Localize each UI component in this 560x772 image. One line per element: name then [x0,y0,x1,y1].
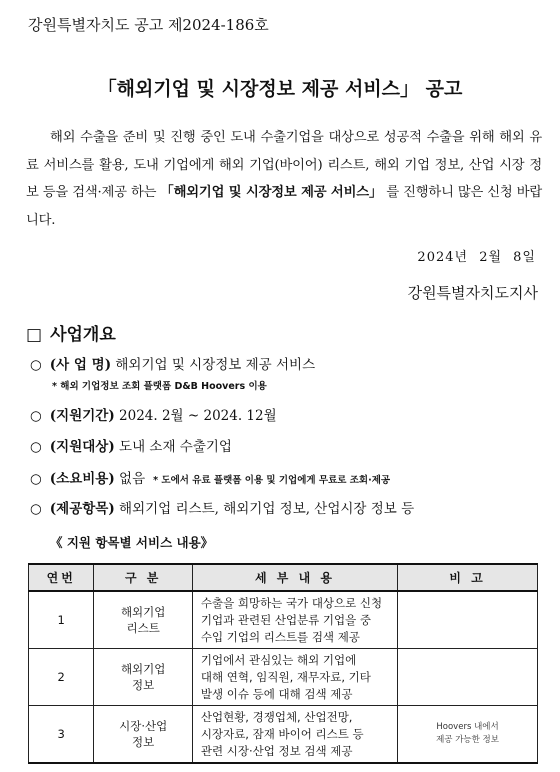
item-note: * 해외 기업정보 조회 플랫폼 D&B Hoovers 이용 [52,381,267,392]
circle-bullet-icon: ○ [30,439,42,455]
item-value: 없음 [119,471,146,487]
cell-remark [398,649,538,706]
header-category: 구 분 [94,564,192,591]
table-row [29,649,538,706]
item-value: 도내 소재 수출기업 [119,439,232,455]
cell-category: 해외기업 리스트 [94,591,192,649]
cell-detail: 수출을 희망하는 국가 대상으로 신청 기업과 관련된 산업분류 기업을 중 수입 기업의 리스트를 검색 제공 [192,591,397,649]
header-no: 연번 [29,564,94,591]
item-label: (소요비용) [49,471,115,487]
table-header-row [29,564,538,591]
cell-remark: Hoovers 내에서 제공 가능한 정보 [398,706,538,764]
table-row [29,706,538,764]
circle-bullet-icon: ○ [30,408,42,424]
section-heading [26,320,116,345]
item-label: (사 업 명) [49,357,112,373]
cell-remark [398,591,538,649]
item-inline-note: * 도에서 유료 플랫폼 이용 및 기업에게 무료로 조회·제공 [153,475,391,486]
cell-no: 3 [29,706,94,764]
intro-ending: 를 진행하니 많은 신청 바랍니다. [26,185,543,228]
circle-bullet-icon: ○ [30,357,42,373]
item-label: (지원대상) [49,439,115,455]
notice-date: 2024년 2월 8일 [417,250,536,265]
cell-detail: 기업에서 관심있는 해외 기업에 대해 연혁, 임직원, 재무자료, 기타 발생 이슈 등에 대해 검색 제공 [192,649,397,706]
intro-paragraph [26,124,542,234]
item-support-period [30,404,277,424]
cell-no: 1 [29,591,94,649]
table-caption: 《 지원 항목별 서비스 내용》 [50,535,214,550]
page-title: 「해외기업 및 시장정보 제공 서비스」 공고 [97,78,463,100]
item-project-name [30,353,315,373]
section-title: 사업개요 [50,325,116,345]
section-bullet-icon: □ [26,325,43,345]
item-cost [30,467,390,487]
item-provided-items [30,497,414,517]
table-row [29,591,538,649]
cell-category: 시장·산업 정보 [94,706,192,764]
cell-detail: 산업현황, 경쟁업체, 산업전망, 시장자료, 잠재 바이어 리스트 등 관련 시장·산업 정보 검색 제공 [192,706,397,764]
cell-no: 2 [29,649,94,706]
header-remark: 비 고 [398,564,538,591]
service-table [28,563,538,764]
cell-category: 해외기업 정보 [94,649,192,706]
item-value: 해외기업 및 시장정보 제공 서비스 [115,357,316,373]
intro-text: 해외 수출을 준비 및 진행 중인 도내 수출기업을 대상으로 성공적 수출을 위해 해외 유료 서비스를 활용, 도내 기업에게 해외 기업(바이어) 리스트, 해외 기업 정보, 산업 시장 정보 등을 검색·제공 하는 [26,130,542,200]
notice-number: 강원특별자치도 공고 제2024-186호 [28,16,269,34]
header-detail: 세 부 내 용 [192,564,397,591]
item-label: (지원기간) [49,408,115,424]
circle-bullet-icon: ○ [30,471,42,487]
item-value: 해외기업 리스트, 해외기업 정보, 산업시장 정보 등 [119,501,415,517]
item-support-target [30,435,232,455]
item-label: (제공항목) [49,501,115,517]
item-value: 2024. 2월 ~ 2024. 12월 [119,408,277,424]
circle-bullet-icon: ○ [30,501,42,517]
intro-highlight: 「해외기업 및 시장정보 제공 서비스」 [160,185,383,200]
issuer: 강원특별자치도지사 [407,284,538,302]
